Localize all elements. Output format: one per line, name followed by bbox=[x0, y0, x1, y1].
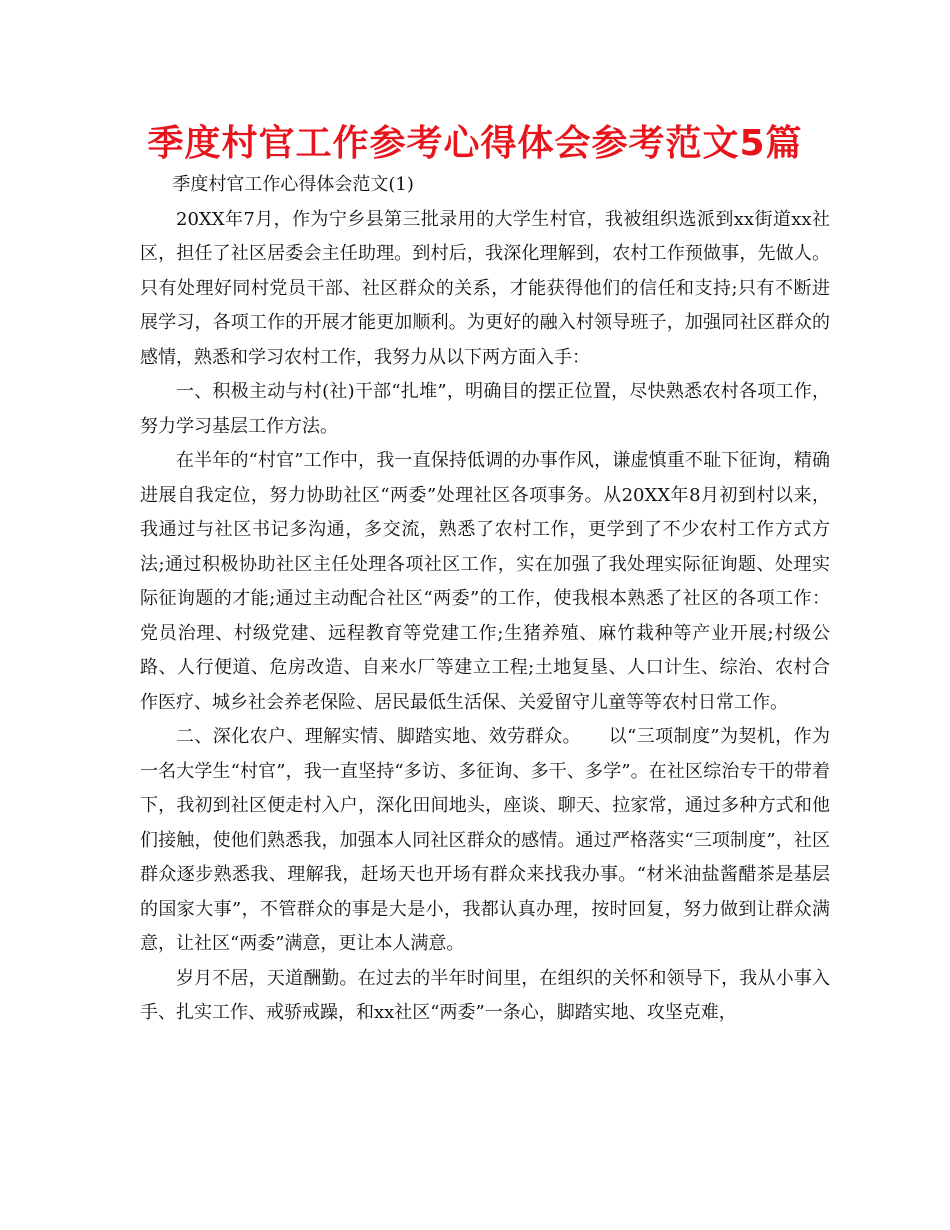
document-subtitle: 季度村官工作心得体会范文(1) bbox=[172, 174, 414, 195]
document-body bbox=[140, 168, 830, 1031]
paragraph-5: 岁月不居，天道酬勤。在过去的半年时间里，在组织的关怀和领导下，我从小事入手、扎实工作、戒骄戒躁，和xx社区“两委”一条心，脚踏实地、攻坚克难， bbox=[140, 967, 830, 1023]
paragraph-3: 在半年的“村官”工作中，我一直保持低调的办事作风，谦虚慎重不耻下征询，精确进展自我定位，努力协助社区“两委”处理社区各项事务。从20XX年8月初到村以来，我通过与社区书记多沟通，多交流，熟悉了农村工作，更学到了不少农村工作方式方法;通过积极协助社区主任处理各项社区工作，实在加强了我处理实际征询题、处理实际征询题的才能;通过主动配合社区“两委”的工作，使我根本熟悉了社区的各项工作：党员治理、村级党建、远程教育等党建工作;生猪养殖、麻竹栽种等产业开展;村级公路、人行便道、危房改造、自来水厂等建立工程;土地复垦、人口计生、综治、农村合作医疗、城乡社会养老保险、居民最低生活保、关爱留守儿童等等农村日常工作。 bbox=[140, 450, 830, 713]
paragraph-2: 一、积极主动与村(社)干部“扎堆”，明确目的摆正位置，尽快熟悉农村各项工作，努力学习基层工作方法。 bbox=[140, 381, 830, 437]
paragraph-4: 二、深化农户、理解实情、脚踏实地、效劳群众。 以“三项制度”为契机，作为一名大学生“村官”，我一直坚持“多访、多征询、多干、多学”。在社区综治专干的带着下，我初到社区便走村入户，深化田间地头，座谈、聊天、拉家常，通过多种方式和他们接触，使他们熟悉我，加强本人同社区群众的感情。通过严格落实“三项制度”，社区群众逐步熟悉我、理解我，赶场天也开场有群众来找我办事。“材米油盐酱醋茶是基层的国家大事”，不管群众的事是大是小，我都认真办理，按时回复，努力做到让群众满意，让社区“两委”满意，更让本人满意。 bbox=[140, 726, 830, 954]
document-title: 季度村官工作参考心得体会参考范文5篇 bbox=[147, 123, 803, 164]
paragraph-1: 20XX年7月，作为宁乡县第三批录用的大学生村官，我被组织选派到xx街道xx社区，担任了社区居委会主任助理。到村后，我深化理解到，农村工作预做事，先做人。只有处理好同村党员干部、社区群众的关系，才能获得他们的信任和支持;只有不断进展学习，各项工作的开展才能更加顺利。为更好的融入村领导班子，加强同社区群众的感情，熟悉和学习农村工作，我努力从以下两方面入手： bbox=[140, 208, 830, 368]
